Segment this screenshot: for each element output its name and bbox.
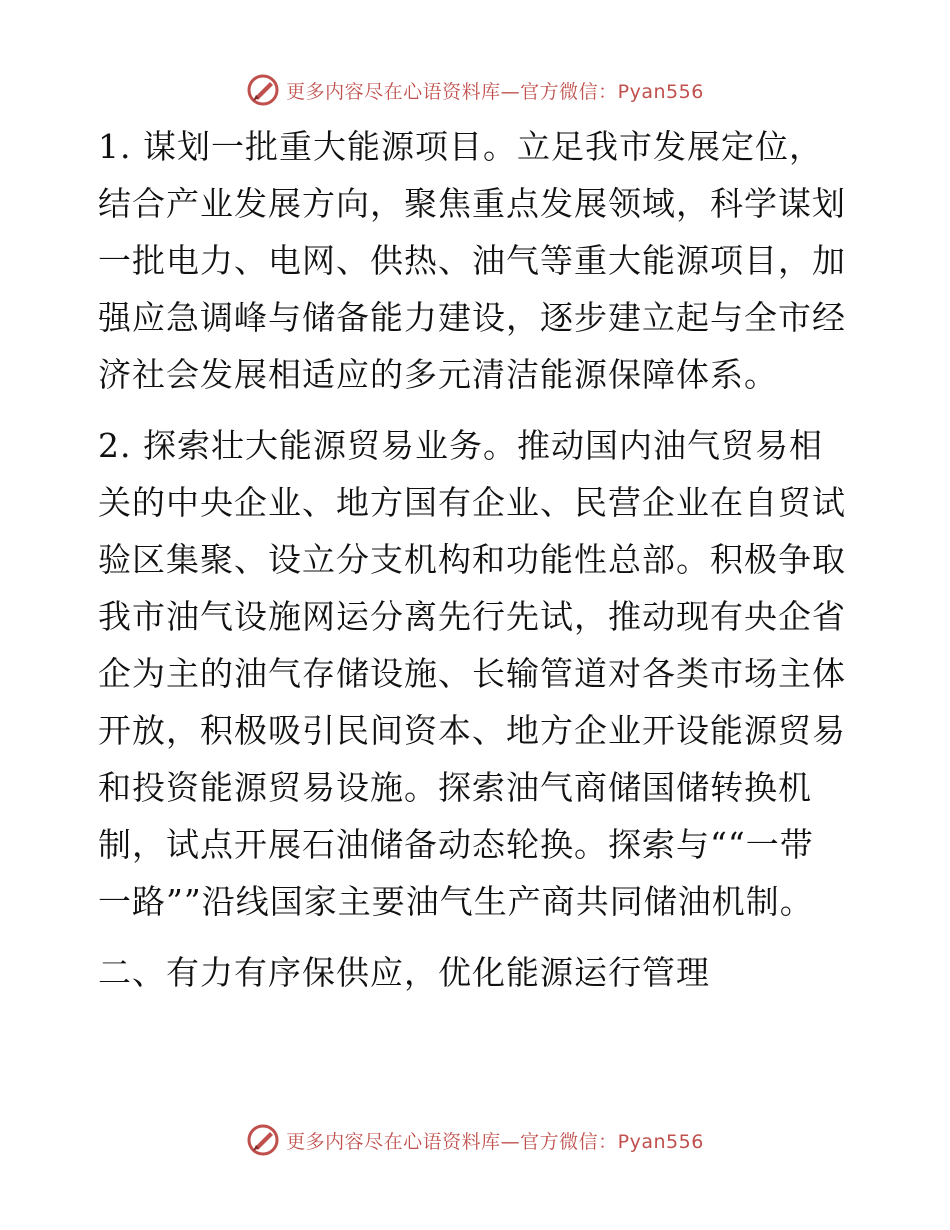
paragraph-line: 企为主的油气存储设施、长输管道对各类市场主体 [98, 654, 846, 693]
footer-banner-text: 更多内容尽在心语资料库—官方微信：Pyan556 [286, 1130, 704, 1153]
paragraph-line: 一路””沿线国家主要油气生产商共同储油机制。 [98, 882, 814, 921]
paragraph-line: 关的中央企业、地方国有企业、民营企业在自贸试 [98, 483, 846, 522]
paragraph-line: 开放，积极吸引民间资本、地方企业开设能源贸易 [98, 711, 846, 750]
header-banner [0, 70, 950, 110]
header-banner-text: 更多内容尽在心语资料库—官方微信：Pyan556 [286, 80, 704, 103]
section-heading: 二、有力有序保供应，优化能源运行管理 [98, 953, 710, 992]
paragraph-line: 和投资能源贸易设施。探索油气商储国储转换机 [98, 768, 812, 807]
writing-pen-logo-icon [246, 1123, 280, 1157]
paragraph-line: 我市油气设施网运分离先行先试，推动现有央企省 [98, 597, 846, 636]
paragraph-line: 强应急调峰与储备能力建设，逐步建立起与全市经 [98, 298, 846, 337]
paragraph-1 [98, 118, 850, 403]
paragraph-line: 1. 谋划一批重大能源项目。立足我市发展定位， [98, 127, 823, 166]
paragraph-line: 验区集聚、设立分支机构和功能性总部。积极争取 [98, 540, 846, 579]
paragraph-2 [98, 417, 850, 930]
paragraph-line: 结合产业发展方向，聚焦重点发展领域，科学谋划 [98, 184, 846, 223]
paragraph-line: 一批电力、电网、供热、油气等重大能源项目，加 [98, 241, 846, 280]
paragraph-line: 济社会发展相适应的多元清洁能源保障体系。 [98, 355, 778, 394]
footer-banner [0, 1120, 950, 1160]
document-body [98, 118, 850, 1001]
writing-pen-logo-icon [246, 73, 280, 107]
paragraph-line: 2. 探索壮大能源贸易业务。推动国内油气贸易相 [98, 426, 823, 465]
paragraph-line: 制，试点开展石油储备动态轮换。探索与““一带 [98, 825, 814, 864]
